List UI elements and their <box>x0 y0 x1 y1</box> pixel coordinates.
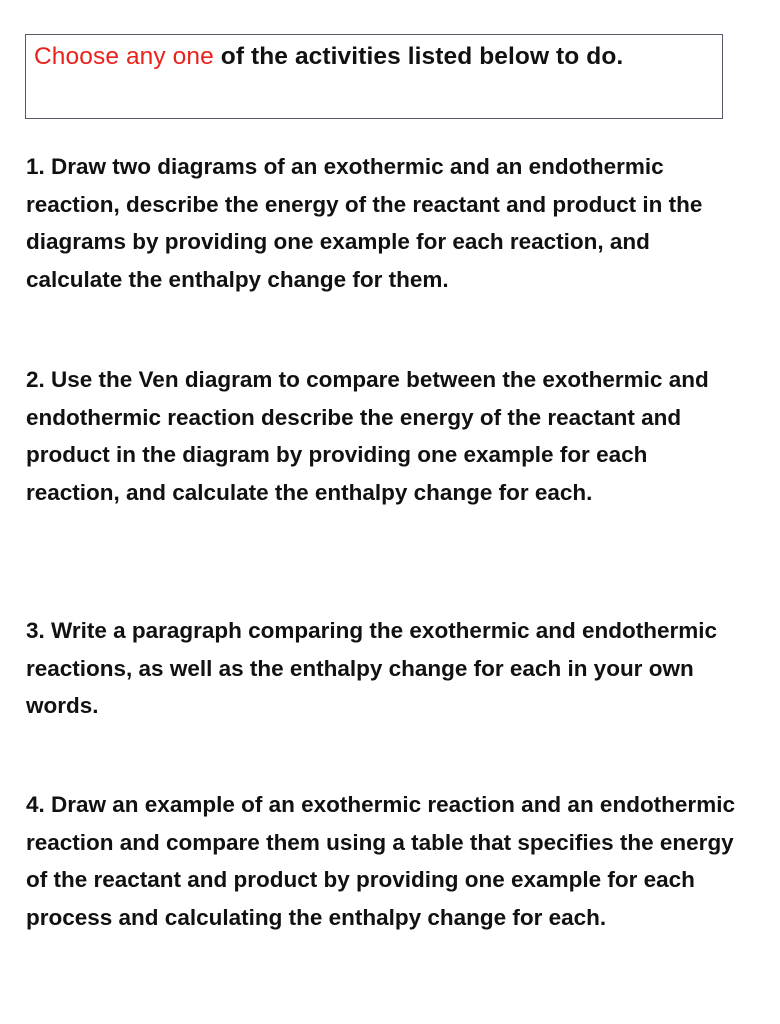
instruction-box <box>25 34 723 119</box>
activity-2: 2. Use the Ven diagram to compare between the exothermic and endothermic reaction describe the energy of the reactant and product in the diagram by providing one example for each reaction, and calculate the enthalpy change for each. <box>26 367 709 505</box>
activity-4: 4. Draw an example of an exothermic reaction and an endothermic reaction and compare them using a table that specifies the energy of the reactant and product by providing one example for each process and calculating the enthalpy change for each. <box>26 792 735 930</box>
activity-3: 3. Write a paragraph comparing the exothermic and endothermic reactions, as well as the enthalpy change for each in your own words. <box>26 618 717 718</box>
instruction-text <box>34 43 623 71</box>
instruction-highlight: Choose any one <box>34 43 214 70</box>
instruction-rest: of the activities listed below to do. <box>213 43 624 70</box>
activity-1: 1. Draw two diagrams of an exothermic and an endothermic reaction, describe the energy of the reactant and product in the diagrams by providing one example for each reaction, and calculate the enthalpy change for them. <box>26 154 703 292</box>
